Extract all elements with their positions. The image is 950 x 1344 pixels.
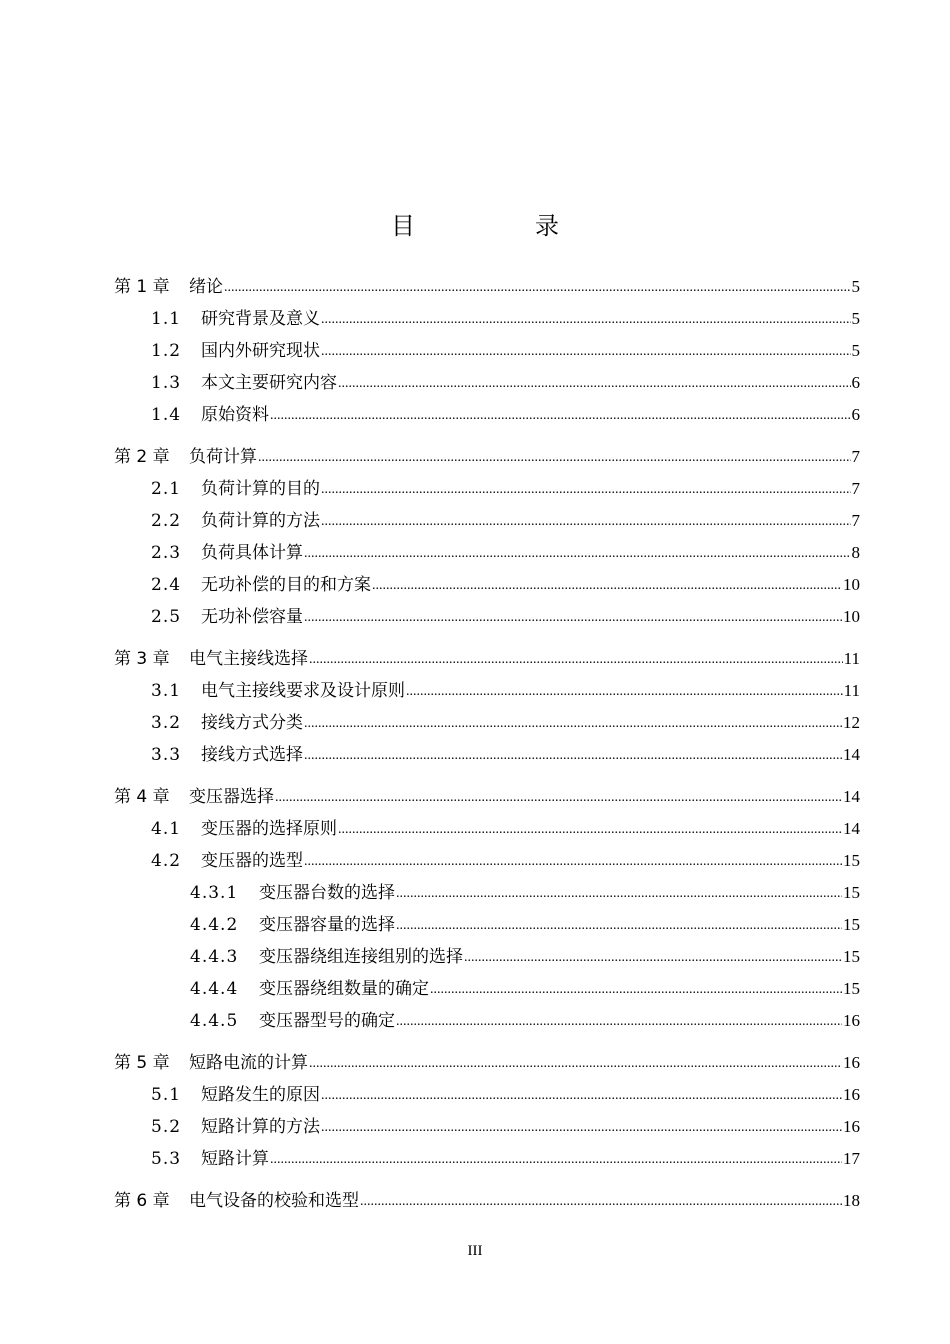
toc-dot-leader xyxy=(321,1080,842,1112)
toc-entry-title: 变压器台数的选择 xyxy=(259,883,395,903)
toc-entry-page: 6 xyxy=(851,373,860,392)
toc-dot-leader xyxy=(309,644,843,676)
toc-entry-page: 14 xyxy=(843,745,860,764)
toc-section-entry[interactable] xyxy=(114,941,860,973)
toc-dot-leader xyxy=(321,506,851,538)
toc-entry-title: 短路发生的原因 xyxy=(201,1085,320,1105)
toc-entry-number: 2.5 xyxy=(151,607,182,627)
toc-entry-page: 15 xyxy=(843,979,860,998)
toc-section-entry[interactable] xyxy=(114,303,860,335)
toc-chapter-entry[interactable] xyxy=(114,1047,860,1079)
toc-entry-number: 第 1 章 xyxy=(114,277,170,297)
toc-section-entry[interactable] xyxy=(114,505,860,537)
toc-entry-page: 7 xyxy=(851,479,860,498)
toc-entry-title: 本文主要研究内容 xyxy=(201,373,337,393)
toc-dot-leader xyxy=(321,474,851,506)
toc-dot-leader xyxy=(304,846,842,878)
toc-entry-number: 3.3 xyxy=(151,745,182,765)
table-of-contents xyxy=(114,271,860,1217)
toc-entry-title: 原始资料 xyxy=(201,405,269,425)
toc-entry-title: 变压器选择 xyxy=(189,787,274,807)
toc-entry-number: 4.4.2 xyxy=(190,915,239,935)
toc-entry-page: 6 xyxy=(851,405,860,424)
toc-entry-title: 变压器绕组连接组别的选择 xyxy=(259,947,463,967)
page-title: 目 录 xyxy=(391,212,607,240)
toc-entry-page: 15 xyxy=(843,851,860,870)
toc-entry-page: 15 xyxy=(843,947,860,966)
toc-section-entry[interactable] xyxy=(114,1143,860,1175)
toc-entry-page: 5 xyxy=(851,341,860,360)
toc-section-entry[interactable] xyxy=(114,601,860,633)
toc-entry-number: 第 6 章 xyxy=(114,1191,170,1211)
toc-dot-leader xyxy=(321,1112,842,1144)
toc-dot-leader xyxy=(360,1186,842,1218)
toc-dot-leader xyxy=(338,814,842,846)
toc-entry-number: 第 2 章 xyxy=(114,447,170,467)
toc-dot-leader xyxy=(396,878,842,910)
toc-entry-title: 电气主接线要求及设计原则 xyxy=(201,681,405,701)
toc-entry-title: 电气设备的校验和选型 xyxy=(189,1191,359,1211)
toc-chapter-entry[interactable] xyxy=(114,441,860,473)
toc-entry-title: 绪论 xyxy=(189,277,223,297)
toc-entry-title: 研究背景及意义 xyxy=(201,309,320,329)
toc-entry-number: 4.1 xyxy=(151,819,182,839)
toc-entry-title: 负荷计算的方法 xyxy=(201,511,320,531)
toc-section-entry[interactable] xyxy=(114,675,860,707)
toc-section-entry[interactable] xyxy=(114,473,860,505)
toc-entry-title: 变压器容量的选择 xyxy=(259,915,395,935)
toc-entry-number: 第 5 章 xyxy=(114,1053,170,1073)
toc-entry-title: 短路计算的方法 xyxy=(201,1117,320,1137)
toc-dot-leader xyxy=(304,602,842,634)
toc-entry-page: 8 xyxy=(851,543,860,562)
toc-entry-page: 15 xyxy=(843,883,860,902)
toc-entry-page: 15 xyxy=(843,915,860,934)
toc-dot-leader xyxy=(406,676,843,708)
toc-section-entry[interactable] xyxy=(114,1111,860,1143)
toc-section-entry[interactable] xyxy=(114,335,860,367)
toc-dot-leader xyxy=(396,1006,842,1038)
toc-dot-leader xyxy=(396,910,842,942)
toc-entry-page: 17 xyxy=(843,1149,860,1168)
toc-dot-leader xyxy=(304,708,842,740)
toc-entry-title: 无功补偿的目的和方案 xyxy=(201,575,371,595)
toc-entry-number: 2.2 xyxy=(151,511,182,531)
toc-section-entry[interactable] xyxy=(114,845,860,877)
toc-entry-number: 1.1 xyxy=(151,309,182,329)
toc-section-entry[interactable] xyxy=(114,739,860,771)
toc-entry-title: 负荷计算的目的 xyxy=(201,479,320,499)
toc-entry-page: 7 xyxy=(851,511,860,530)
toc-entry-page: 11 xyxy=(843,681,860,700)
toc-entry-title: 变压器绕组数量的确定 xyxy=(259,979,429,999)
toc-entry-title: 接线方式分类 xyxy=(201,713,303,733)
toc-section-entry[interactable] xyxy=(114,367,860,399)
toc-section-entry[interactable] xyxy=(114,909,860,941)
toc-dot-leader xyxy=(309,1048,842,1080)
toc-entry-number: 2.1 xyxy=(151,479,182,499)
toc-entry-page: 16 xyxy=(843,1085,860,1104)
toc-entry-title: 负荷具体计算 xyxy=(201,543,303,563)
toc-entry-number: 第 3 章 xyxy=(114,649,170,669)
toc-entry-title: 变压器型号的确定 xyxy=(259,1011,395,1031)
toc-entry-page: 5 xyxy=(851,309,860,328)
toc-chapter-entry[interactable] xyxy=(114,1185,860,1217)
toc-dot-leader xyxy=(464,942,842,974)
toc-entry-title: 短路电流的计算 xyxy=(189,1053,308,1073)
toc-entry-title: 电气主接线选择 xyxy=(189,649,308,669)
toc-dot-leader xyxy=(304,740,842,772)
toc-dot-leader xyxy=(321,336,851,368)
toc-entry-page: 18 xyxy=(843,1191,860,1210)
toc-entry-title: 变压器的选型 xyxy=(201,851,303,871)
toc-entry-page: 16 xyxy=(843,1117,860,1136)
toc-entry-page: 12 xyxy=(843,713,860,732)
toc-entry-title: 国内外研究现状 xyxy=(201,341,320,361)
toc-section-entry[interactable] xyxy=(114,813,860,845)
toc-dot-leader xyxy=(270,1144,842,1176)
toc-dot-leader xyxy=(270,400,851,432)
toc-entry-page: 16 xyxy=(843,1011,860,1030)
toc-section-entry[interactable] xyxy=(114,399,860,431)
toc-entry-number: 2.3 xyxy=(151,543,182,563)
toc-entry-number: 5.2 xyxy=(151,1117,182,1137)
toc-entry-page: 7 xyxy=(851,447,860,466)
toc-section-entry[interactable] xyxy=(114,973,860,1005)
toc-section-entry[interactable] xyxy=(114,1005,860,1037)
toc-entry-title: 无功补偿容量 xyxy=(201,607,303,627)
toc-entry-page: 11 xyxy=(843,649,860,668)
toc-dot-leader xyxy=(258,442,851,474)
toc-entry-number: 3.1 xyxy=(151,681,182,701)
toc-chapter-entry[interactable] xyxy=(114,781,860,813)
toc-section-entry[interactable] xyxy=(114,569,860,601)
toc-entry-number: 3.2 xyxy=(151,713,182,733)
toc-entry-number: 1.4 xyxy=(151,405,182,425)
toc-entry-title: 短路计算 xyxy=(201,1149,269,1169)
toc-entry-page: 14 xyxy=(843,787,860,806)
toc-section-entry[interactable] xyxy=(114,707,860,739)
page-number: III xyxy=(467,1243,483,1259)
toc-entry-number: 5.1 xyxy=(151,1085,182,1105)
toc-entry-title: 接线方式选择 xyxy=(201,745,303,765)
toc-entry-title: 变压器的选择原则 xyxy=(201,819,337,839)
toc-entry-page: 10 xyxy=(843,607,860,626)
toc-entry-number: 1.2 xyxy=(151,341,182,361)
toc-section-entry[interactable] xyxy=(114,877,860,909)
toc-entry-title: 负荷计算 xyxy=(189,447,257,467)
toc-section-entry[interactable] xyxy=(114,1079,860,1111)
toc-entry-number: 4.4.5 xyxy=(190,1011,239,1031)
toc-entry-number: 4.2 xyxy=(151,851,182,871)
toc-chapter-entry[interactable] xyxy=(114,271,860,303)
toc-entry-number: 4.4.3 xyxy=(190,947,239,967)
toc-entry-number: 2.4 xyxy=(151,575,182,595)
toc-entry-page: 14 xyxy=(843,819,860,838)
toc-chapter-entry[interactable] xyxy=(114,643,860,675)
toc-section-entry[interactable] xyxy=(114,537,860,569)
toc-dot-leader xyxy=(372,570,842,602)
toc-entry-page: 10 xyxy=(843,575,860,594)
toc-dot-leader xyxy=(304,538,851,570)
toc-dot-leader xyxy=(275,782,842,814)
toc-entry-page: 5 xyxy=(851,277,860,296)
toc-dot-leader xyxy=(321,304,851,336)
toc-dot-leader xyxy=(338,368,851,400)
toc-entry-number: 1.3 xyxy=(151,373,182,393)
toc-dot-leader xyxy=(430,974,842,1006)
toc-entry-page: 16 xyxy=(843,1053,860,1072)
toc-entry-number: 第 4 章 xyxy=(114,787,170,807)
toc-entry-number: 5.3 xyxy=(151,1149,182,1169)
toc-entry-number: 4.3.1 xyxy=(190,883,239,903)
toc-entry-number: 4.4.4 xyxy=(190,979,239,999)
toc-dot-leader xyxy=(224,272,851,304)
